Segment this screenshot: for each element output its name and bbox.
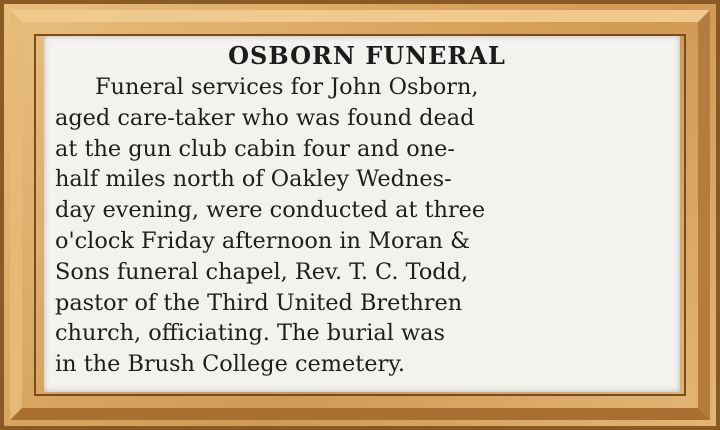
- article-line: o'clock Friday afternoon in Moran &: [55, 227, 471, 254]
- article-line: Sons funeral chapel, Rev. T. C. Todd,: [55, 258, 469, 285]
- article-line: half miles north of Oakley Wednes-: [55, 166, 452, 193]
- article-line: day evening, were conducted at three: [55, 197, 486, 224]
- article-line: church, officiating. The burial was: [55, 320, 445, 347]
- article-line: in the Brush College cemetery.: [55, 351, 405, 378]
- newspaper-clipping: [44, 36, 680, 392]
- article-line: at the gun club cabin four and one-: [55, 135, 455, 162]
- article-line: pastor of the Third United Brethren: [55, 289, 463, 316]
- article-line: Funeral services for John Osborn,: [95, 74, 479, 100]
- article-headline: OSBORN FUNERAL: [228, 41, 506, 70]
- article-body: [44, 72, 680, 380]
- article-line: aged care-taker who was found dead: [55, 104, 475, 131]
